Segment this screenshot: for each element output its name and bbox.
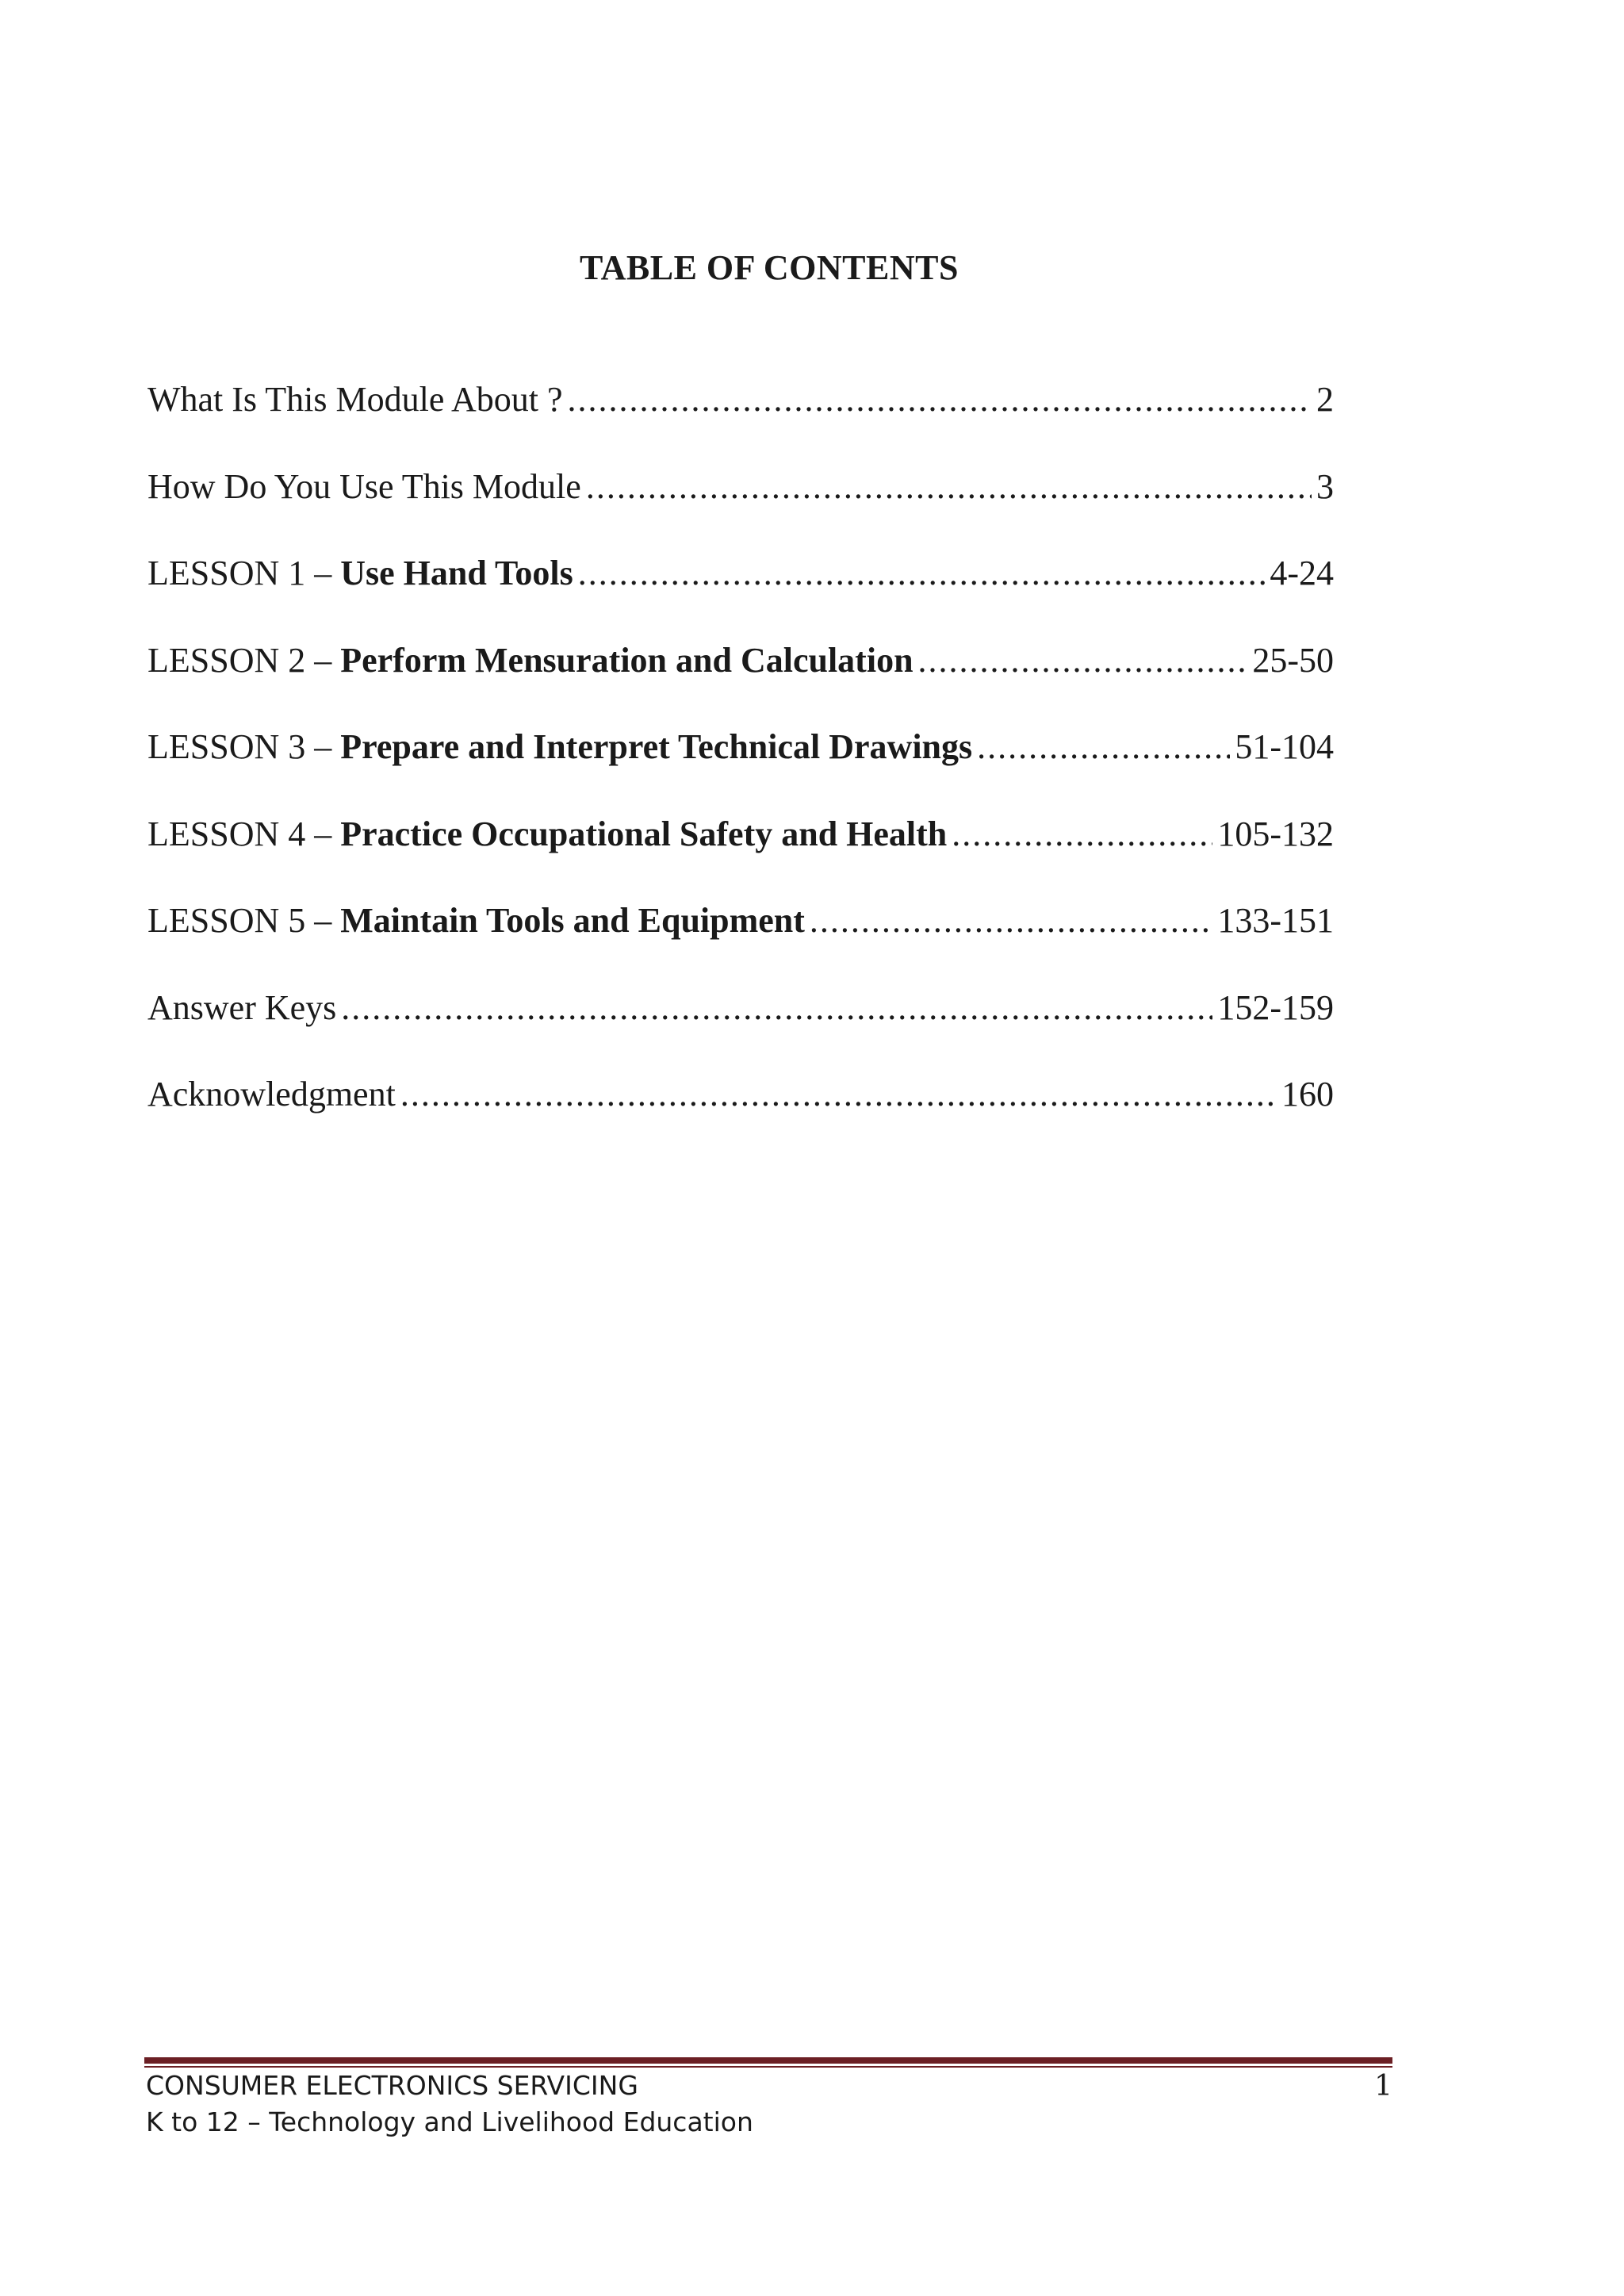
toc-entry-label: Answer Keys [147, 987, 337, 1027]
dot-leader [578, 553, 1266, 593]
toc-entry-page: 152-159 [1217, 987, 1334, 1027]
toc-entry-label: How Do You Use This Module [147, 466, 581, 506]
table-of-contents [147, 379, 1334, 1161]
toc-entry-answer-keys[interactable] [147, 987, 1334, 1075]
dot-leader [977, 726, 1230, 767]
dot-leader [810, 900, 1212, 941]
footer-divider-thick [144, 2057, 1392, 2064]
dot-leader [918, 640, 1248, 680]
toc-entry-label: What Is This Module About ? [147, 380, 563, 419]
toc-entry-lesson-2[interactable] [147, 640, 1334, 727]
toc-entry-label: LESSON 1 – Use Hand Tools [147, 554, 573, 592]
dot-leader [400, 1074, 1277, 1114]
toc-entry-module-about[interactable] [147, 379, 1334, 466]
toc-entry-page: 2 [1316, 380, 1334, 419]
page-title: TABLE OF CONTENTS [580, 248, 959, 287]
dot-leader [952, 814, 1212, 854]
toc-entry-page: 3 [1316, 466, 1334, 506]
toc-entry-page: 133-151 [1217, 901, 1334, 940]
dot-leader [341, 987, 1212, 1028]
toc-entry-label: LESSON 4 – Practice Occupational Safety and Health [147, 814, 948, 853]
toc-entry-lesson-3[interactable] [147, 726, 1334, 814]
footer-subtitle: K to 12 – Technology and Livelihood Education [146, 2106, 753, 2137]
toc-entry-page: 4-24 [1270, 554, 1334, 592]
page-number: 1 [1374, 2070, 1392, 2102]
toc-entry-lesson-5[interactable] [147, 900, 1334, 987]
toc-entry-label: LESSON 3 – Prepare and Interpret Technical Drawings [147, 727, 973, 766]
footer-divider-thin [144, 2066, 1392, 2068]
toc-entry-label: Acknowledgment [147, 1075, 396, 1114]
toc-entry-page: 25-50 [1252, 640, 1334, 680]
footer-divider [144, 2057, 1392, 2068]
toc-entry-page: 160 [1281, 1075, 1334, 1114]
toc-entry-lesson-4[interactable] [147, 814, 1334, 901]
toc-entry-page: 105-132 [1217, 814, 1334, 853]
toc-entry-label: LESSON 5 – Maintain Tools and Equipment [147, 901, 805, 940]
toc-entry-how-to-use[interactable] [147, 466, 1334, 554]
dot-leader [567, 379, 1312, 420]
toc-entry-lesson-1[interactable] [147, 553, 1334, 640]
toc-entry-page: 51-104 [1235, 727, 1334, 766]
toc-entry-acknowledgment[interactable] [147, 1074, 1334, 1161]
toc-entry-label: LESSON 2 – Perform Mensuration and Calculation [147, 640, 914, 680]
dot-leader [586, 466, 1312, 507]
footer-course-title: CONSUMER ELECTRONICS SERVICING [146, 2070, 638, 2101]
